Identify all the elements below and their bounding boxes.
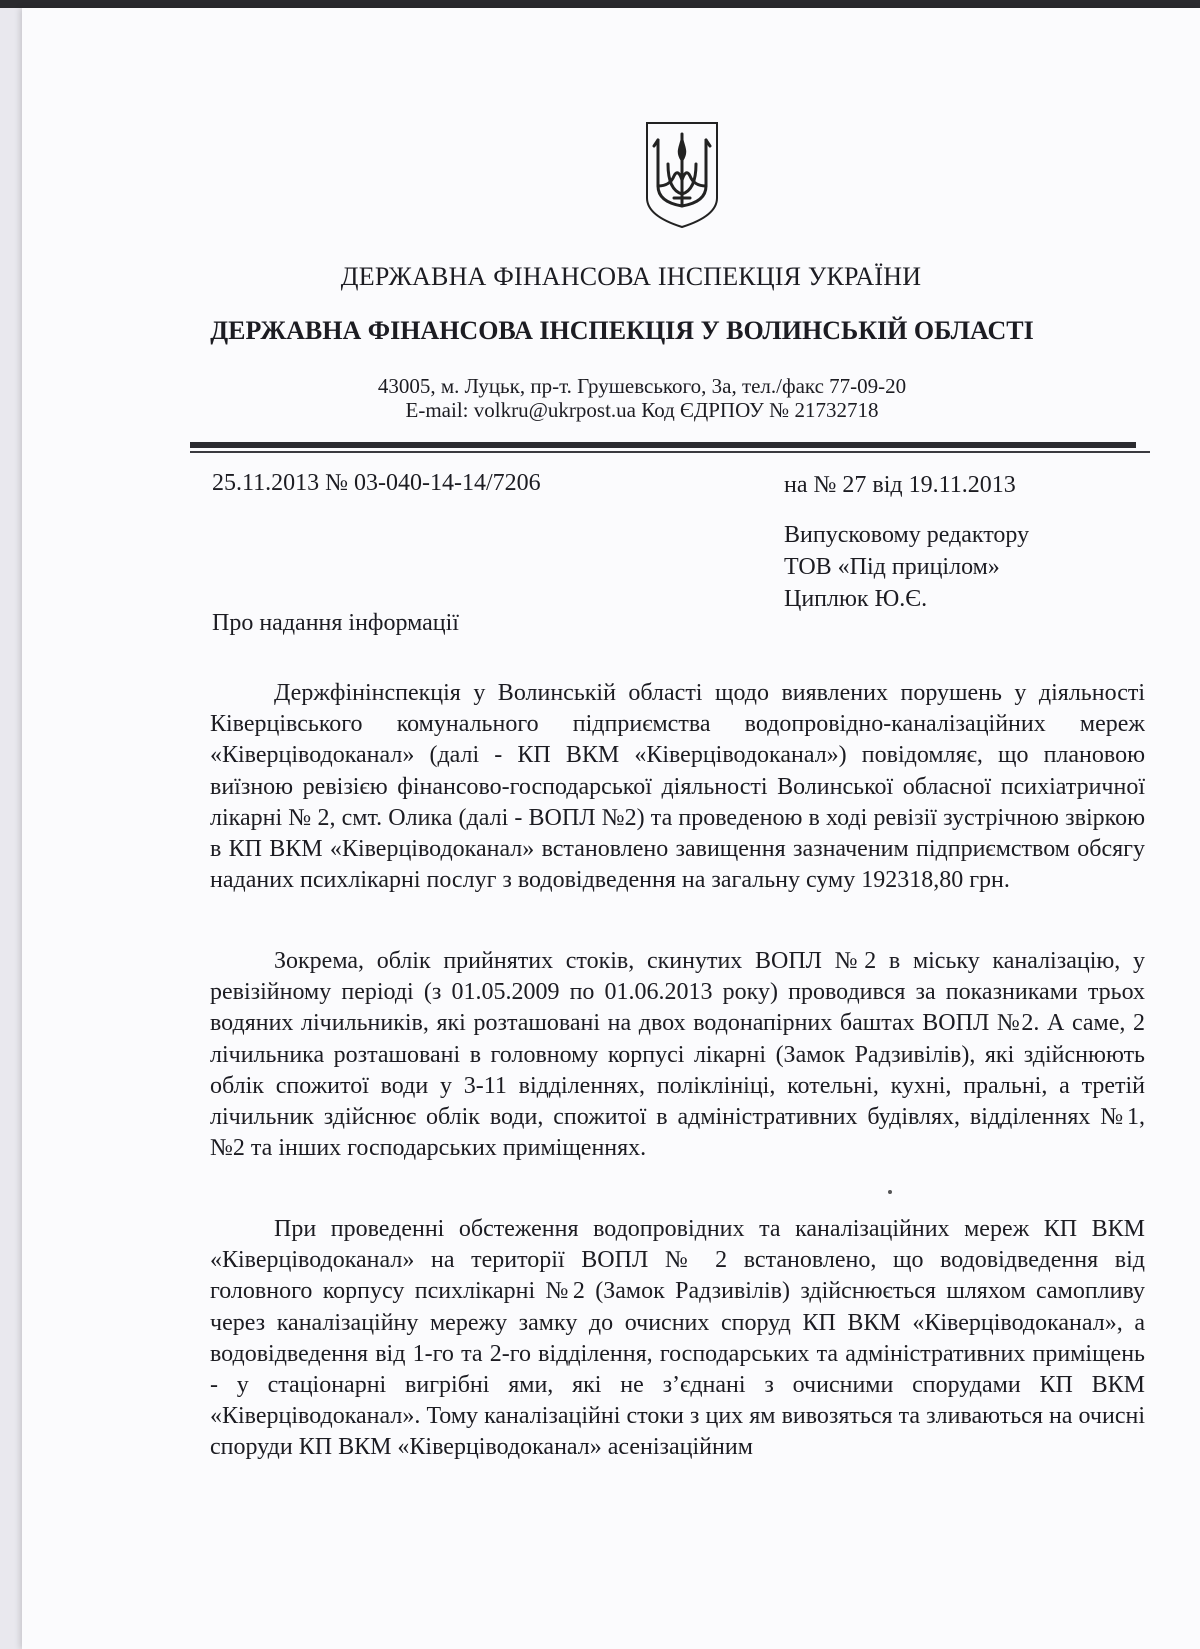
org-national-title: ДЕРЖАВНА ФІНАНСОВА ІНСПЕКЦІЯ УКРАЇНИ (340, 262, 922, 291)
body-paragraph: Держфінінспекція у Волинській області щодо виявлених порушень у діяльності Ківерцівського комунального підприємства водопровідно-каналізаційних мереж «Ківерцiводоканал» (далі - КП ВКМ «Ківерцiводоканал») повідомляє, що плановою виїзною ревізією фінансово-господарської діяльності Волинської обласної психіатричної лікарні № 2, смт. Олика (далі - ВОПЛ №2) та проведеною в ході ревізії зустрічною звіркою в КП ВКМ «Ківерцiводоканал» встановлено завищення зазначеним підприємством обсягу наданих психлікарні послуг з водовідведення на загальну суму 192318,80 грн. (210, 680, 1145, 894)
org-address: 43005, м. Луцьк, пр-т. Грушевського, 3а, тел./факс 77-09-20 (377, 374, 907, 398)
scan-edge-shadow (0, 0, 1200, 8)
body-paragraph: Зокрема, облік прийнятих стоків, скинутих ВОПЛ №2 в міську каналізацію, у ревізійному періоді (з 01.05.2009 по 01.06.2013 року) проводився за показниками трьох водяних лічильників, які розташовані на двох водонапірних баштах ВОПЛ №2. А саме, 2 лічильника розташовані в головному корпусі лікарні (Замок Радзивілів), які здійснюють облік спожитої води у 3-11 відділеннях, поліклініці, котельні, кухні, пральні, а третій лічильник здійснює облік води, спожитої в адміністративних будівлях, відділеннях №1, №2 та інших господарських приміщеннях. (210, 948, 1145, 1162)
outgoing-registration-number: 25.11.2013 № 03-040-14-14/7206 (212, 470, 541, 496)
addressee-name: Циплюк Ю.Є. (784, 586, 928, 612)
addressee-position: Випусковому редактору (784, 522, 1030, 548)
org-contacts: E-mail: volkru@ukrpost.ua Код ЄДРПОУ № 21732718 (405, 398, 879, 422)
body-paragraph: При проведенні обстеження водопровідних та каналізаційних мереж КП ВКМ «Ківерцiводоканал» на території ВОПЛ № 2 встановлено, що водовідведення від головного корпусу психлікарні №2 (Замок Радзивілів) здійснюється шляхом самопливу через каналізаційну мережу замку до очисних споруд КП ВКМ «Ківерцiводоканал», а водовідведення від 1-го та 2-го відділення, господарських та адміністративних приміщень - у стаціонарні вигрібні ями, які не з’єднані з очисними спорудами КП ВКМ «Ківерцiводоканал». Тому каналізаційні стоки з цих ям вивозяться та зливаються на очисні споруди КП ВКМ «Ківерцiводоканал» асенізаційним (210, 1216, 1145, 1461)
header-divider-thick (190, 442, 1136, 448)
incoming-reference-number: на № 27 від 19.11.2013 (784, 472, 1016, 498)
header-divider-thin (190, 451, 1150, 453)
org-regional-title: ДЕРЖАВНА ФІНАНСОВА ІНСПЕКЦІЯ У ВОЛИНСЬКІЙ ОБЛАСТІ (210, 316, 1034, 345)
trident-coat-of-arms-icon (644, 120, 720, 230)
addressee-organization: ТОВ «Під прицілом» (784, 554, 1000, 580)
scan-speck (888, 1190, 892, 1194)
letter-subject: Про надання інформації (212, 610, 459, 636)
